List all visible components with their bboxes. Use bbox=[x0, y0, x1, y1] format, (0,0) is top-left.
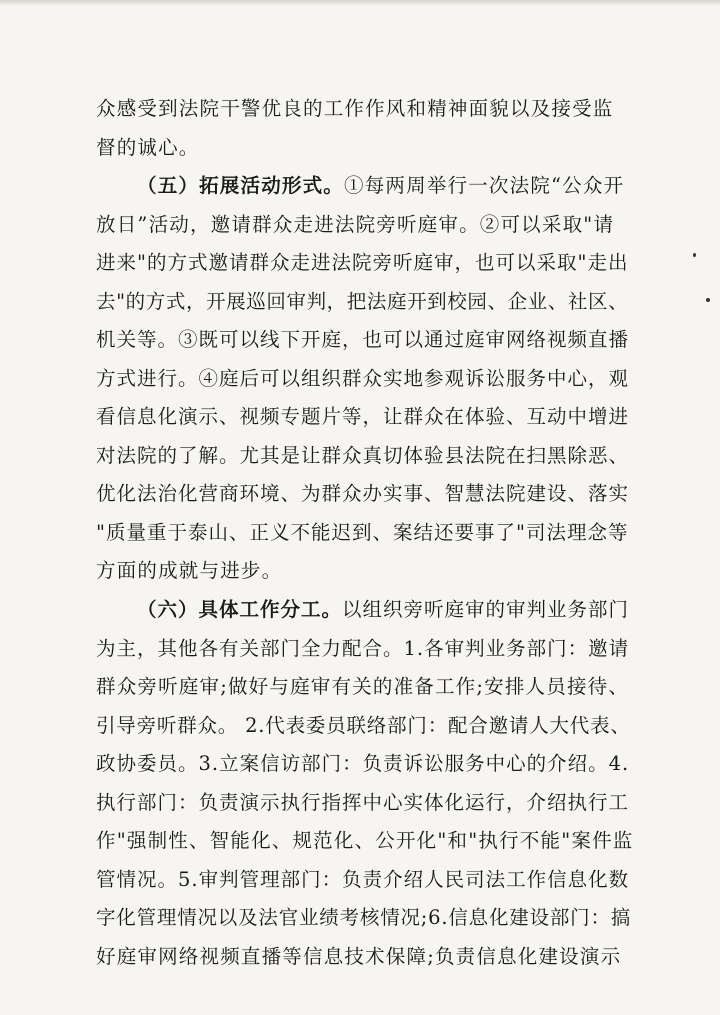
text-line: 对法院的了解。尤其是让群众真切体验县法院在扫黑除恶、 bbox=[96, 444, 630, 467]
text-line: 去"的方式，开展巡回审判，把法庭开到校园、企业、社区、 bbox=[96, 290, 629, 313]
text-line: 方面的成就与进步。 bbox=[96, 559, 283, 582]
text-line: 群众旁听庭审;做好与庭审有关的准备工作;安排人员接待、 bbox=[96, 675, 630, 698]
scan-speck bbox=[693, 253, 696, 257]
text-line: 为主，其他各有关部门全力配合。1.各审判业务部门：邀请 bbox=[96, 637, 630, 660]
text-line: 好庭审网络视频直播等信息技术保障;负责信息化建设演示 bbox=[96, 945, 622, 968]
section-six-line bbox=[137, 599, 632, 621]
text-line: 以组织旁听庭审的审判业务部门 bbox=[342, 598, 630, 621]
text-line: 放日”活动，邀请群众走进法院旁听庭审。②可以采取"请 bbox=[96, 213, 615, 236]
text-line: 机关等。③既可以线下开庭，也可以通过庭审网络视频直播 bbox=[96, 328, 630, 351]
text-line: 管情况。5.审判管理部门：负责介绍人民司法工作信息化数 bbox=[96, 868, 630, 891]
text-line: 看信息化演示、视频专题片等，让群众在体验、互动中增进 bbox=[96, 405, 630, 428]
text-line: "质量重于泰山、正义不能迟到、案结还要事了"司法理念等 bbox=[96, 521, 629, 544]
section-heading: （五）拓展活动形式。 bbox=[137, 174, 345, 197]
text-line: 引导旁听群众。 2.代表委员联络部门：配合邀请人大代表、 bbox=[96, 714, 631, 737]
text-line: 政协委员。3.立案信访部门：负责诉讼服务中心的介绍。4. bbox=[96, 752, 630, 775]
text-line: 众感受到法院干警优良的工作作风和精神面貌以及接受监 bbox=[96, 97, 614, 120]
text-line: 字化管理情况以及法官业绩考核情况;6.信息化建设部门：搞 bbox=[96, 906, 632, 929]
text-line: 执行部门：负责演示执行指挥中心实体化运行，介绍执行工 bbox=[96, 791, 630, 814]
scan-top-edge bbox=[0, 0, 720, 6]
text-line: 进来"的方式邀请群众走进法院旁听庭审，也可以采取"走出 bbox=[96, 251, 629, 274]
text-line: 作"强制性、智能化、规范化、公开化"和"执行不能"案件监 bbox=[96, 829, 634, 852]
text-line: ①每两周举行一次法院“公众开 bbox=[344, 174, 625, 197]
text-line: 优化法治化营商环境、为群众办实事、智慧法院建设、落实 bbox=[96, 482, 630, 505]
text-line: 方式进行。④庭后可以组织群众实地参观诉讼服务中心，观 bbox=[96, 367, 630, 390]
text-line: 督的诚心。 bbox=[96, 136, 200, 159]
section-five-line bbox=[137, 175, 632, 197]
section-heading: （六）具体工作分工。 bbox=[137, 598, 343, 621]
scan-speck bbox=[706, 298, 710, 302]
